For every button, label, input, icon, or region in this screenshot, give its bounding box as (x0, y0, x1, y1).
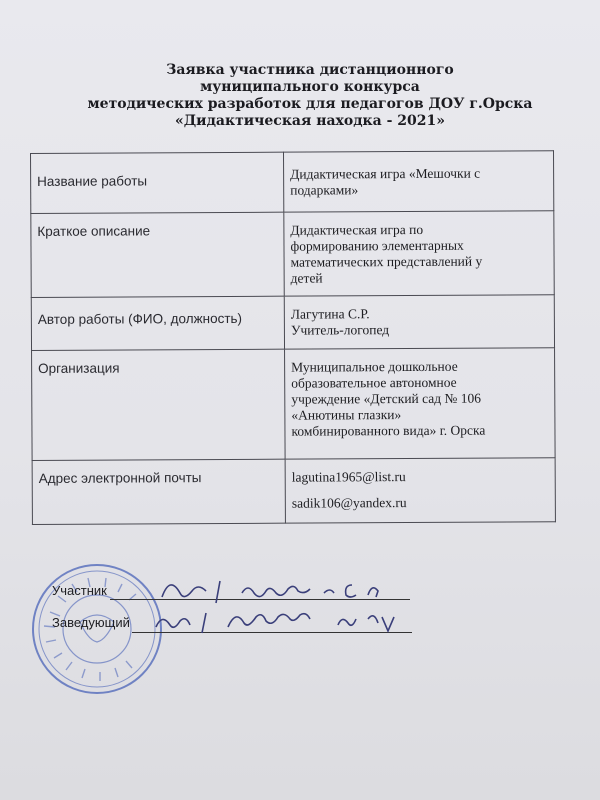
row-value-description (284, 211, 554, 296)
row-label-description: Краткое описание (31, 212, 284, 297)
table-row (31, 295, 554, 351)
value-line: «Анютины глазки» (291, 407, 402, 423)
handwritten-signatures (52, 575, 432, 645)
participant-label: Участник (52, 583, 107, 598)
table-row (32, 458, 555, 525)
signature-block (52, 575, 432, 645)
value-line: Учитель-логопед (290, 322, 390, 338)
head-signature (156, 613, 394, 633)
row-value-author (284, 295, 554, 349)
value-line: учреждение «Детский сад № 106 (291, 390, 482, 407)
value-line: Муниципальное дошкольное (291, 358, 458, 375)
value-line: комбинированного вида» г. Орска (291, 422, 486, 439)
row-label-title: Название работы (31, 152, 284, 213)
row-value-title (283, 151, 553, 212)
table-row (31, 211, 554, 298)
title-line-4: «Дидактическая находка - 2021» (174, 113, 446, 129)
row-label-organization: Организация (32, 349, 286, 460)
value-line: детей (290, 270, 323, 286)
email-secondary: sadik106@yandex.ru (291, 495, 407, 511)
row-value-email (285, 458, 555, 523)
email-primary: lagutina1965@list.ru (291, 469, 406, 485)
value-line: Лагутина С.Р. (290, 306, 370, 322)
value-line: Дидактическая игра «Мешочки с (290, 165, 481, 182)
value-line: образовательное автономное (291, 374, 457, 391)
head-label: Заведующий (52, 615, 130, 630)
value-line: Дидактическая игра по (290, 221, 424, 238)
title-line-2: муниципального конкурса (200, 79, 420, 95)
table-row (31, 151, 554, 214)
document-title (40, 62, 580, 130)
table-row (32, 348, 556, 461)
row-label-email: Адрес электронной почты (32, 459, 285, 524)
value-line: подарками» (290, 182, 359, 198)
title-line-1: Заявка участника дистанционного (166, 62, 454, 78)
row-value-organization (285, 348, 556, 459)
title-line-3: методических разработок для педагогов ДОУ г.Орска (87, 96, 533, 112)
row-label-author: Автор работы (ФИО, должность) (31, 296, 284, 350)
value-line: математических представлений у (290, 253, 483, 270)
participant-signature (162, 581, 378, 603)
value-line: формированию элементарных (290, 237, 464, 254)
application-table (30, 150, 556, 525)
